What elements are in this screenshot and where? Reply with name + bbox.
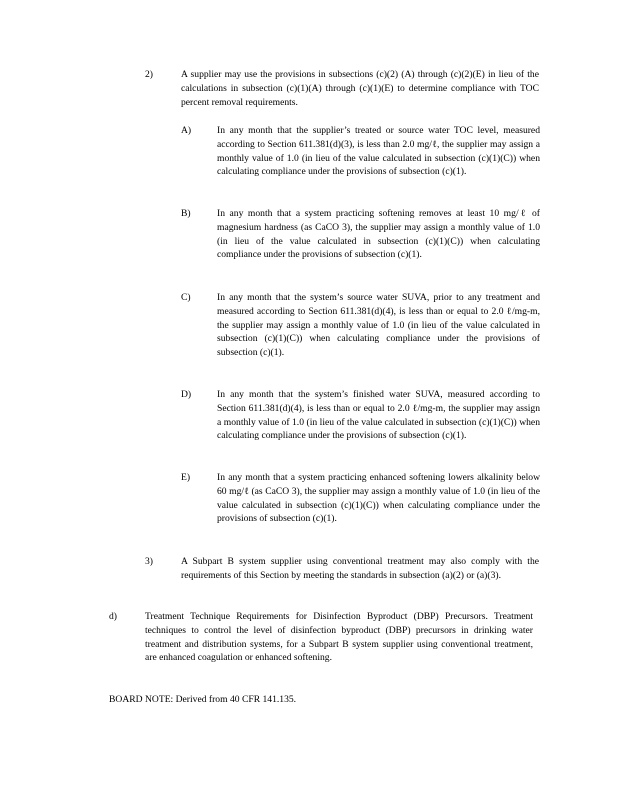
item-text-2: A supplier may use the provisions in subsections (c)(2) (A) through (c)(2)(E) in lieu of the calculations in subsection (c)(1)(A) through (c)(1)(E) to determine compliance with TOC percent removal requirements. xyxy=(181,69,539,108)
item-text-b: In any month that a system practicing softening removes at least 10 mg/ℓ of magnesium hardness (as CaCO 3), the supplier may assign a monthly value of 1.0 (in lieu of the value calculated in subsection (c)(1)(C)) when calculating compliance under the provisions of subsection (c)(1). xyxy=(217,208,540,261)
item-text-c: In any month that the system’s source water SUVA, prior to any treatment and measured according to Section 611.381(d)(4), is less than or equal to 2.0 ℓ/mg-m, the supplier may assign a monthly value of 1.0 (in lieu of the value calculated in subsection (c)(1)(C)) when calculating compliance under the provisions of subsection (c)(1). xyxy=(217,292,540,359)
item-marker-2: 2) xyxy=(145,69,153,80)
item-text-d: In any month that the system’s finished water SUVA, measured according to Section 611.381(d)(4), is less than or equal to 2.0 ℓ/mg-m, the supplier may assign a monthly value of 1.0 (in lieu of the value calculated in subsection (c)(1)(C)) when calculating compliance under the provisions of subsection (c)(1). xyxy=(217,389,540,442)
board-note: BOARD NOTE: Derived from 40 CFR 141.135. xyxy=(109,694,297,705)
item-marker-e: E) xyxy=(181,472,191,483)
item-marker-b: B) xyxy=(181,208,191,219)
item-marker-c: C) xyxy=(181,292,191,303)
item-marker-d: D) xyxy=(181,389,192,400)
item-marker-d-section: d) xyxy=(109,611,117,622)
item-text-e: In any month that a system practicing enhanced softening lowers alkalinity below 60 mg/ℓ (as CaCO 3), the supplier may assign a monthly value of 1.0 (in lieu of the value calculated in subsection (c)(1)(C)) when calculating compliance under the provisions of subsection (c)(1). xyxy=(217,472,540,525)
item-text-a: In any month that the supplier’s treated or source water TOC level, measured according to Section 611.381(d)(3), is less than 2.0 mg/ℓ, the supplier may assign a monthly value of 1.0 (in lieu of the value calculated in subsection (c)(1)(C)) when calculating compliance under the provisions of subsection (c)(1). xyxy=(217,125,540,178)
item-marker-3: 3) xyxy=(145,556,153,567)
item-text-3: A Subpart B system supplier using conventional treatment may also comply with the requirements of this Section by meeting the standards in subsection (a)(2) or (a)(3). xyxy=(181,556,539,581)
item-marker-a: A) xyxy=(181,125,192,136)
item-text-d-section: Treatment Technique Requirements for Disinfection Byproduct (DBP) Precursors. Treatment techniques to control the level of disinfection byproduct (DBP) precursors in drinking water treatment and distribution systems, for a Subpart B system supplier using conventional treatment, are enhanced coagulation or enhanced softening. xyxy=(145,611,533,664)
